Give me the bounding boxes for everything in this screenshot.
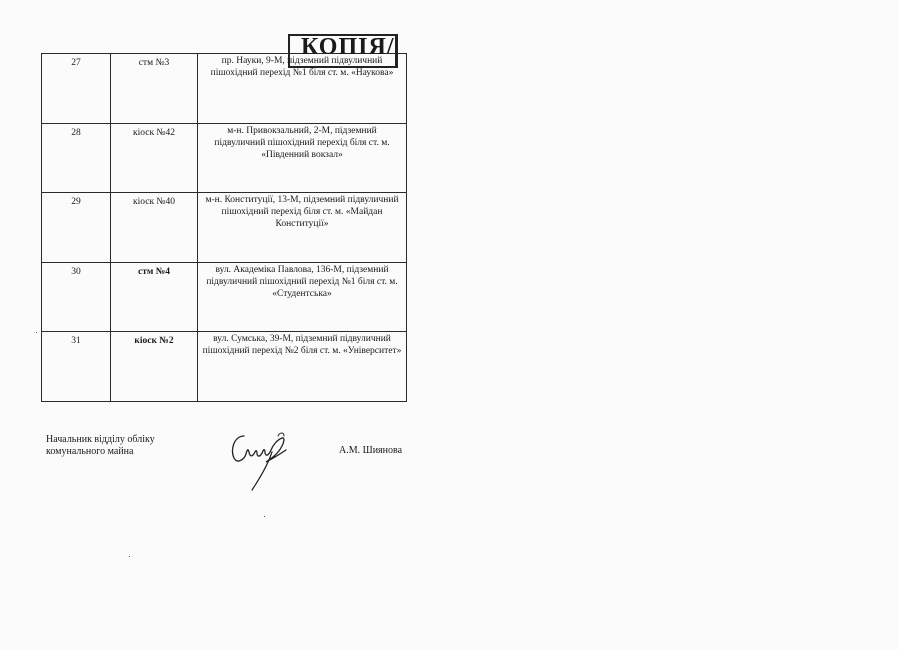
- row-number: 27: [42, 54, 111, 124]
- table-row: [42, 262, 407, 332]
- signatory-position: [46, 434, 155, 458]
- facility-address: вул. Сумська, 39-М, підземний підвуличний пішохідний перехід №2 біля ст. м. «Університет»: [198, 332, 407, 402]
- copy-stamp: КОПІЯ/: [288, 34, 396, 68]
- facility-type: кіоск №2: [111, 332, 198, 402]
- table-row: [42, 193, 407, 263]
- table-body: [42, 54, 407, 402]
- facility-type: кіоск №42: [111, 123, 198, 193]
- signatory-position-line-2: комунального майна: [46, 446, 134, 457]
- facility-address: м-н. Привокзальний, 2-М, підземний підвуличний пішохідний перехід біля ст. м. «Південний вокзал»: [198, 123, 407, 193]
- facility-type: стм №4: [111, 262, 198, 332]
- facility-type: стм №3: [111, 54, 198, 124]
- table-row: [42, 123, 407, 193]
- facility-address: вул. Академіка Павлова, 136-М, підземний підвуличний пішохідний перехід №1 біля ст. м. «Студентська»: [198, 262, 407, 332]
- facility-address: м-н. Конституції, 13-М, підземний підвуличний пішохідний перехід біля ст. м. «Майдан Конституції»: [198, 193, 407, 263]
- facility-type: кіоск №40: [111, 193, 198, 263]
- row-number: 31: [42, 332, 111, 402]
- scan-speck: [129, 556, 130, 557]
- scan-speck: [36, 332, 37, 333]
- signatory-name: А.М. Шиянова: [339, 445, 403, 456]
- scan-speck: [264, 516, 265, 517]
- row-number: 30: [42, 262, 111, 332]
- row-number: 29: [42, 193, 111, 263]
- facility-address: пр. Науки, 9-М, підземний підвуличний пішохідний перехід №1 біля ст. м. «Наукова»: [198, 54, 407, 124]
- row-number: 28: [42, 123, 111, 193]
- signatory-position-line-1: Начальник відділу обліку: [46, 434, 155, 445]
- table-row: [42, 332, 407, 402]
- stamp-border: [396, 34, 398, 68]
- signature-icon: [222, 428, 302, 494]
- property-table: [41, 53, 407, 402]
